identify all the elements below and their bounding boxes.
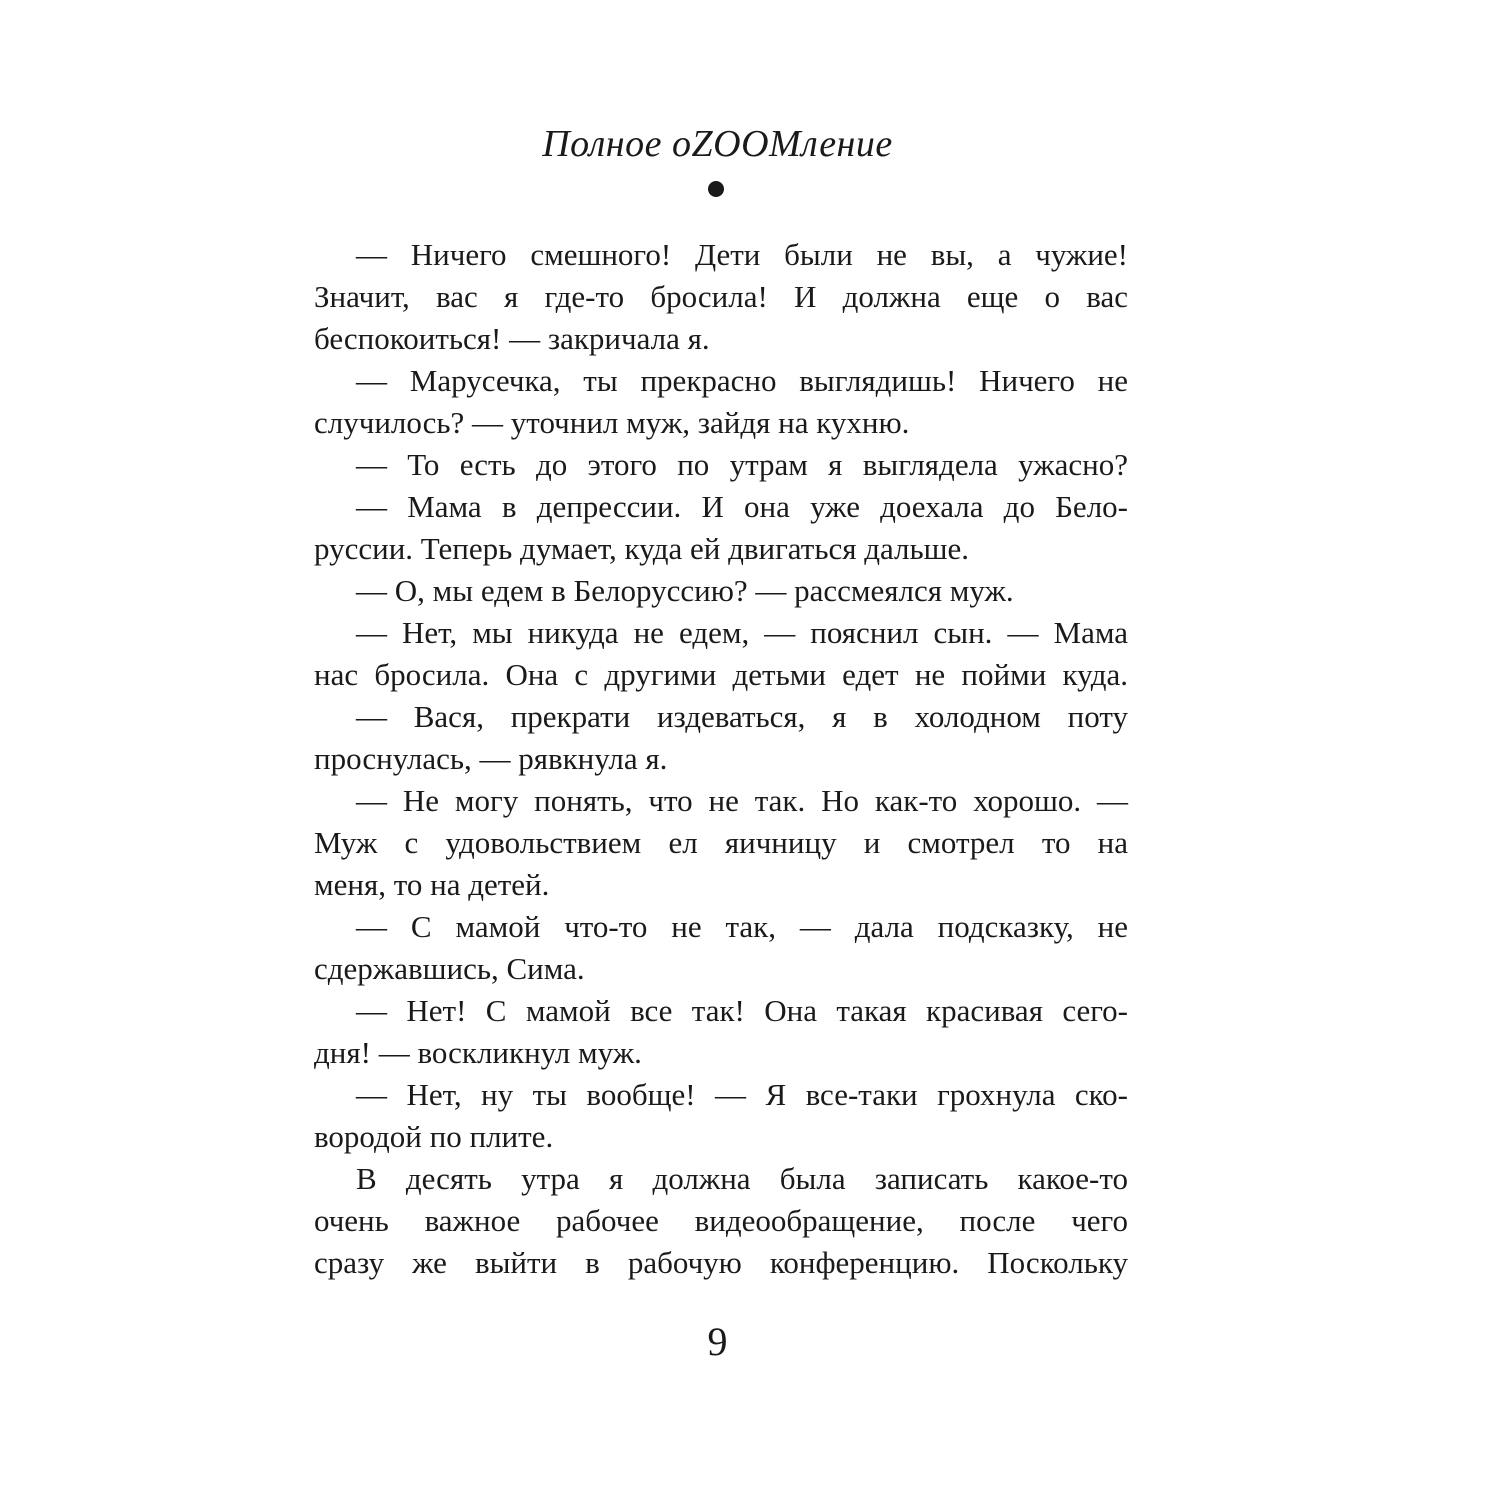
body-text <box>314 234 1128 1284</box>
text-line: очень важное рабочее видеообращение, после чего <box>314 1203 1128 1238</box>
text-line: — Нет, мы никуда не едем, — пояснил сын. — Мама <box>356 615 1128 650</box>
text-line: — Вася, прекрати издеваться, я в холодном поту <box>356 699 1128 734</box>
text-line: — Марусечка, ты прекрасно выглядишь! Ничего не <box>356 363 1128 398</box>
text-line: — Не могу понять, что не так. Но как-то хорошо. — <box>356 783 1128 818</box>
text-line: Значит, вас я где-то бросила! И должна еще о вас <box>314 279 1128 314</box>
text-line: меня, то на детей. <box>314 867 550 902</box>
text-line: проснулась, — рявкнула я. <box>314 741 668 776</box>
text-line: — Мама в депрессии. И она уже доехала до Бело- <box>356 489 1128 524</box>
text-line: — То есть до этого по утрам я выглядела ужасно? <box>356 447 1128 482</box>
text-line: беспокоиться! — закричала я. <box>314 321 710 356</box>
header-bullet-ornament <box>708 181 724 197</box>
text-line: руссии. Теперь думает, куда ей двигаться дальше. <box>314 531 970 566</box>
text-line: — О, мы едем в Белоруссию? — рассмеялся муж. <box>356 573 1014 608</box>
text-line: нас бросила. Она с другими детьми едет не пойми куда. <box>314 657 1128 692</box>
text-line: — Нет, ну ты вообще! — Я все-таки грохнула ско- <box>356 1077 1128 1112</box>
text-line: — С мамой что-то не так, — дала подсказку, не <box>356 909 1128 944</box>
text-line: — Ничего смешного! Дети были не вы, а чужие! <box>356 237 1128 272</box>
text-line: вородой по плите. <box>314 1119 554 1154</box>
text-line: В десять утра я должна была записать какое-то <box>356 1161 1128 1196</box>
text-line: сдержавшись, Сима. <box>314 951 585 986</box>
page-number: 9 <box>707 1319 728 1364</box>
text-line: Муж с удовольствием ел яичницу и смотрел то на <box>314 825 1128 860</box>
text-line: — Нет! С мамой все так! Она такая красивая сего- <box>356 993 1128 1028</box>
text-line: дня! — воскликнул муж. <box>314 1035 642 1070</box>
text-line: случилось? — уточнил муж, зайдя на кухню. <box>314 405 910 440</box>
text-line: сразу же выйти в рабочую конференцию. Поскольку <box>314 1245 1128 1280</box>
running-head: Полное оZOOМление <box>542 123 893 165</box>
